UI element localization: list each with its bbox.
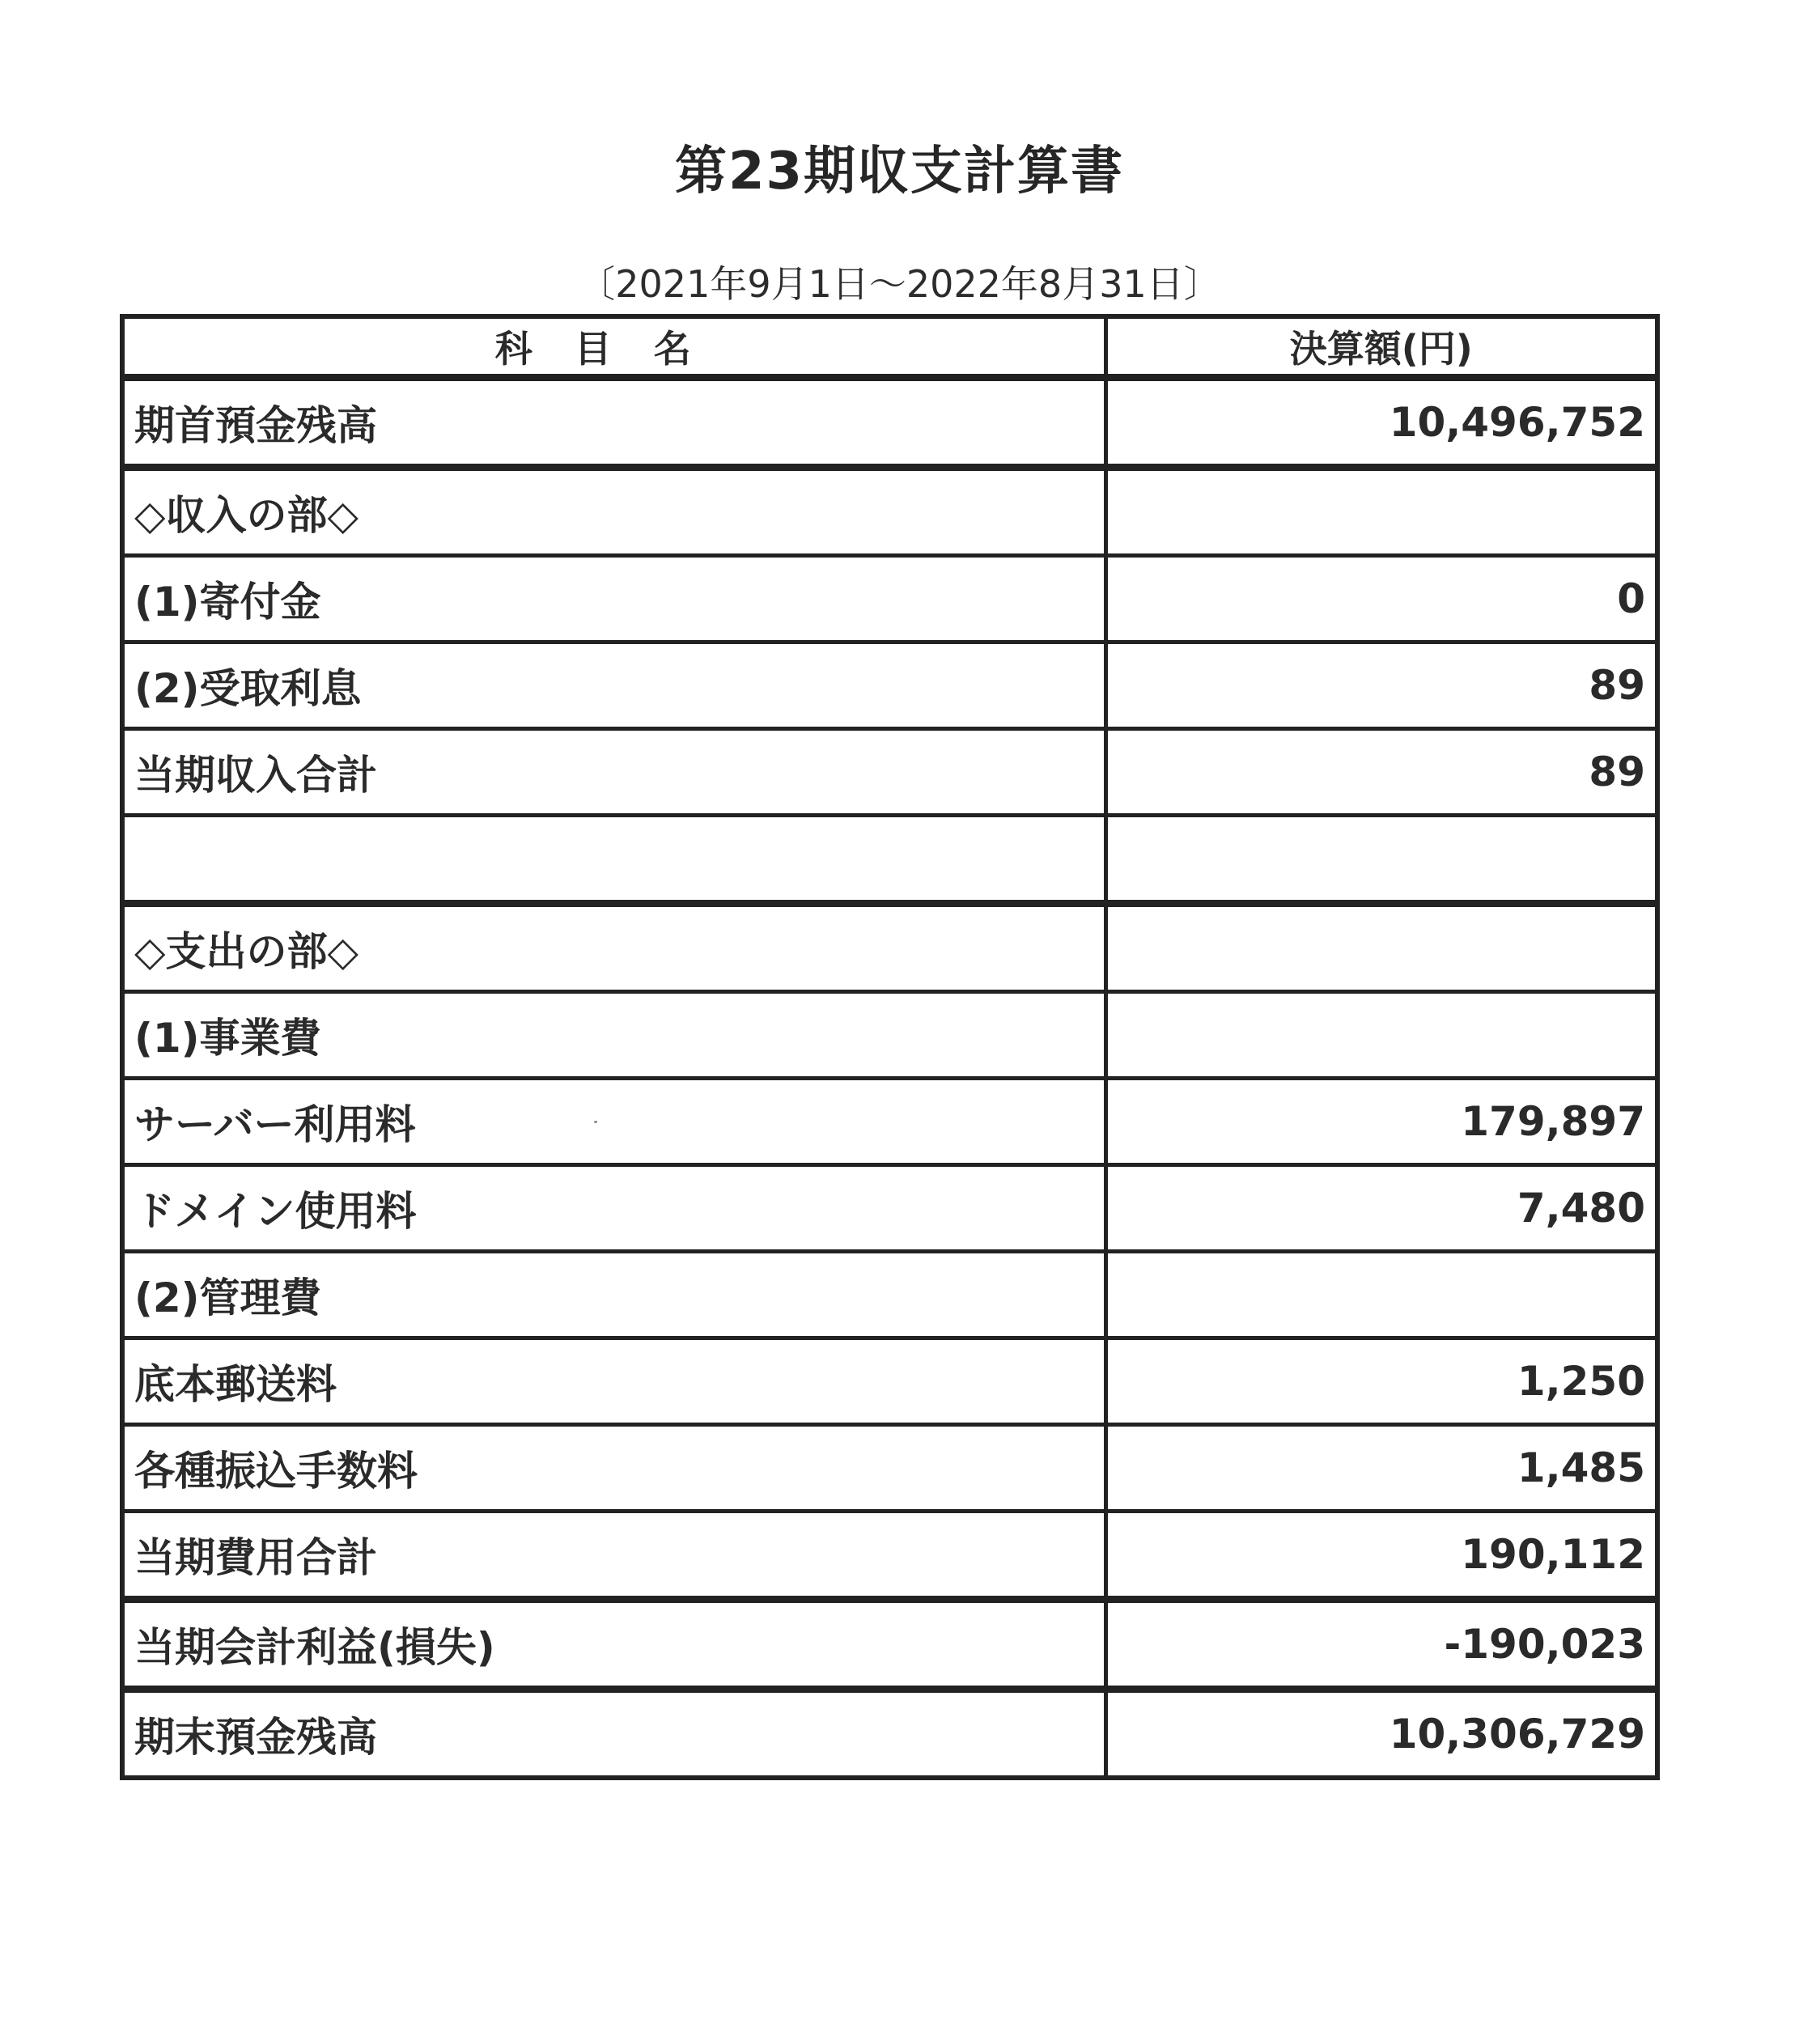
row-net-profit-loss (122, 1600, 1657, 1690)
row-postage (122, 1338, 1657, 1425)
row-label: 底本郵送料 (122, 1338, 1105, 1425)
fiscal-period: 〔2021年9月1日～2022年8月31日〕 (578, 262, 1221, 306)
row-closing-balance (122, 1690, 1657, 1779)
scan-speck (594, 1121, 597, 1123)
row-label: (1)事業費 (122, 992, 1105, 1079)
row-income-section (122, 468, 1657, 556)
row-amount: 10,496,752 (1105, 378, 1657, 468)
row-label: ◇収入の部◇ (122, 468, 1105, 556)
row-label: ◇支出の部◇ (122, 904, 1105, 992)
row-label: (2)受取利息 (122, 642, 1105, 729)
income-expenditure-table (120, 314, 1660, 1780)
row-label: 各種振込手数料 (122, 1425, 1105, 1512)
row-amount (1105, 816, 1657, 904)
row-amount (1105, 1252, 1657, 1338)
row-amount (1105, 468, 1657, 556)
row-amount: 10,306,729 (1105, 1690, 1657, 1779)
row-domain-fee (122, 1165, 1657, 1252)
row-label: (1)寄付金 (122, 556, 1105, 642)
row-label: (2)管理費 (122, 1252, 1105, 1338)
row-label (122, 816, 1105, 904)
document-title: 第23期収支計算書 (674, 142, 1125, 201)
row-transfer-fees (122, 1425, 1657, 1512)
row-opening-balance (122, 378, 1657, 468)
row-interest-received (122, 642, 1657, 729)
row-income-total (122, 729, 1657, 816)
row-amount: 179,897 (1105, 1079, 1657, 1165)
row-amount (1105, 992, 1657, 1079)
row-label: 期末預金残高 (122, 1690, 1105, 1779)
row-label: ドメイン使用料 (122, 1165, 1105, 1252)
row-amount: 7,480 (1105, 1165, 1657, 1252)
row-expense-total (122, 1512, 1657, 1600)
row-amount: 0 (1105, 556, 1657, 642)
row-expense-section (122, 904, 1657, 992)
column-header-account: 科目名 (122, 316, 1105, 378)
row-admin-costs (122, 1252, 1657, 1338)
row-label: 期首預金残高 (122, 378, 1105, 468)
row-server-fee (122, 1079, 1657, 1165)
row-blank (122, 816, 1657, 904)
row-amount: 1,485 (1105, 1425, 1657, 1512)
row-label: 当期収入合計 (122, 729, 1105, 816)
row-donations (122, 556, 1657, 642)
row-amount: 190,112 (1105, 1512, 1657, 1600)
row-amount: -190,023 (1105, 1600, 1657, 1690)
row-amount (1105, 904, 1657, 992)
row-project-costs (122, 992, 1657, 1079)
row-label: サーバー利用料 (122, 1079, 1105, 1165)
row-amount: 1,250 (1105, 1338, 1657, 1425)
table-header-row (122, 316, 1657, 378)
row-label: 当期費用合計 (122, 1512, 1105, 1600)
row-amount: 89 (1105, 729, 1657, 816)
row-label: 当期会計利益(損失) (122, 1600, 1105, 1690)
row-amount: 89 (1105, 642, 1657, 729)
column-header-amount: 決算額(円) (1105, 316, 1657, 378)
